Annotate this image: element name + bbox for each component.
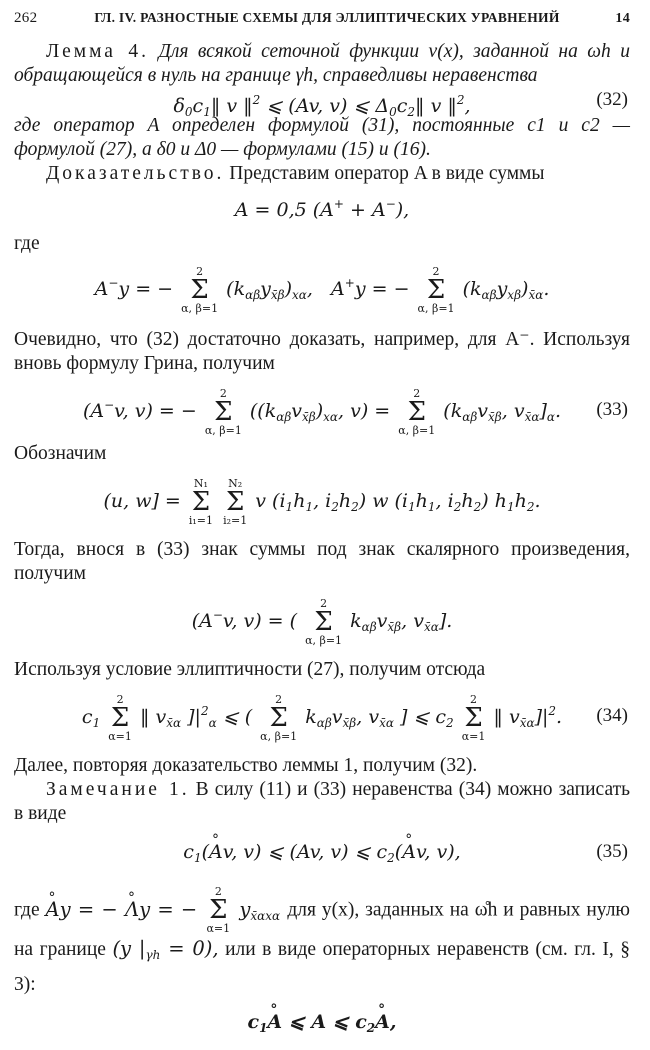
equation-A-minus-plus-body: A−y = − 2 Σ α, β=1 $(k_{\alpha\beta}y_{x̄\beta})_{x\alpha}$, A+y = − 2 Σ α, β=1 $(k_{\alpha\beta}y_{x\beta})_{x̄\alpha}$. [94, 265, 550, 315]
equation-34 [14, 686, 630, 748]
proof-label: Доказательство. [46, 163, 225, 184]
equation-35-body: $c_1(^\circ$ Av, v) ⩽ (Av, v) ⩽ $c_2(^\circ$ Av, v), [14, 840, 630, 870]
equation-A-minus-inner-body: (A−v, v) = ( 2 Σ α, β=1 $k_{\alpha\beta}v_{x̄\beta}$, $v_{x̄\alpha}$]. [191, 597, 453, 647]
equation-35 [14, 840, 630, 880]
lemma-label: Лемма 4. [46, 41, 150, 62]
equation-33 [14, 380, 630, 442]
page [14, 10, 631, 1035]
ellipticity-paragraph: Используя условие эллиптичности (27), получим отсюда [14, 659, 486, 680]
equation-32 [14, 88, 630, 119]
equation-A-minus-plus [14, 260, 630, 320]
section-number: 14 [615, 11, 630, 26]
where2-text: для y(x), заданных на ω̊h и равных нулю на границе [14, 899, 630, 960]
lemma-text: Для всякой сеточной функции v(x), заданной на ωh и обращающейся в нуль на границе γh, справедливы неравенства [14, 41, 631, 86]
obvious-paragraph: Очевидно, что (32) достаточно доказать, например, для A⁻. Используя вновь формулу Грина, получим [14, 329, 630, 374]
after-32-paragraph: где оператор A определен формулой (31), постоянные c1 и c2 — формулой (27), а δ0 и Δ0 — формулами (15) и (16). [14, 115, 630, 160]
equation-operator-ineq [14, 1010, 630, 1050]
equation-33-body: (A−v, v) = − 2 Σ α, β=1 ($(k_{\alpha\beta}v_{x̄\beta})_{x\alpha}$, v) = 2 Σ α, β=1 ($k_{\alpha\beta}v_{x̄\beta}$, $v_{x̄\alpha}]_\alpha$. [82, 387, 562, 437]
boundary-condition: (y $|_{\gamma h} = 0$), [112, 937, 219, 962]
equation-34-body: $c_1$ 2 Σ α=1 ‖ $v_{x̄\alpha}$ ]$|^2_\alpha$ ⩽ ( 2 Σ α, β=1 $k_{\alpha\beta}v_{x̄\beta}$, $v_{x̄\alpha}$ ] ⩽ $c_2$ 2 Σ α=1 ‖ $v_{x̄\alpha}]|^2$. [81, 693, 563, 743]
remark-text: В силу (11) и (33) неравенства (34) можно записать в виде [14, 779, 631, 824]
where2-paragraph [14, 886, 630, 1000]
equation-operator-ineq-body: $c_1^\circ$ A ⩽ A ⩽ $c_2^\circ$ A, [14, 1010, 630, 1040]
where2-word: где [14, 899, 40, 921]
chapter-title: ГЛ. IV. РАЗНОСТНЫЕ СХЕМЫ ДЛЯ ЭЛЛИПТИЧЕСКИХ УРАВНЕНИЙ [94, 10, 560, 25]
page-number: 262 [14, 10, 38, 26]
lemma-paragraph [14, 40, 630, 88]
equation-35-number: (35) [596, 841, 628, 862]
equation-32-body: $\delta_0c_1‖$ v ‖$^2$ ⩽ (Av, v) ⩽ $\Delta_0c_2‖$ v ‖$^2$, [173, 93, 471, 119]
remark-label: Замечание 1. [46, 779, 190, 800]
denote-word: Обозначим [14, 443, 107, 464]
equation-A-minus-inner [14, 590, 630, 652]
further-paragraph: Далее, повторяя доказательство леммы 1, получим (32). [14, 755, 478, 776]
equation-sum-A [14, 192, 630, 232]
running-header [14, 10, 630, 32]
where-word: где [14, 233, 40, 254]
equation-inner-product [14, 470, 630, 532]
proof-text: Представим оператор A в виде суммы [229, 163, 545, 184]
remark-paragraph [14, 778, 630, 826]
equation-inner-product-body: (u, w] = N₁ Σ i₁=1 N₂ Σ i₂=1 v ($i_1h_1$, $i_2h_2$) w ($i_1h_1$, $i_2h_2$) $h_1h_2$. [103, 477, 541, 527]
where2-formula: ° Ay = − ° Λy = − 2 Σ α=1 $y_{x̄\alpha x\alpha}$ [46, 898, 288, 921]
equation-34-number: (34) [596, 705, 628, 726]
proof-paragraph [14, 162, 630, 186]
equation-33-number: (33) [596, 399, 628, 420]
where2-text-end: или в виде операторных неравенств (см. гл. I, § 3): [14, 939, 630, 995]
equation-sum-A-body: A = 0,5 (A+ + A−), [234, 197, 410, 221]
equation-32-number: (32) [596, 89, 628, 110]
then-paragraph: Тогда, внося в (33) знак суммы под знак скалярного произведения, получим [14, 539, 630, 584]
